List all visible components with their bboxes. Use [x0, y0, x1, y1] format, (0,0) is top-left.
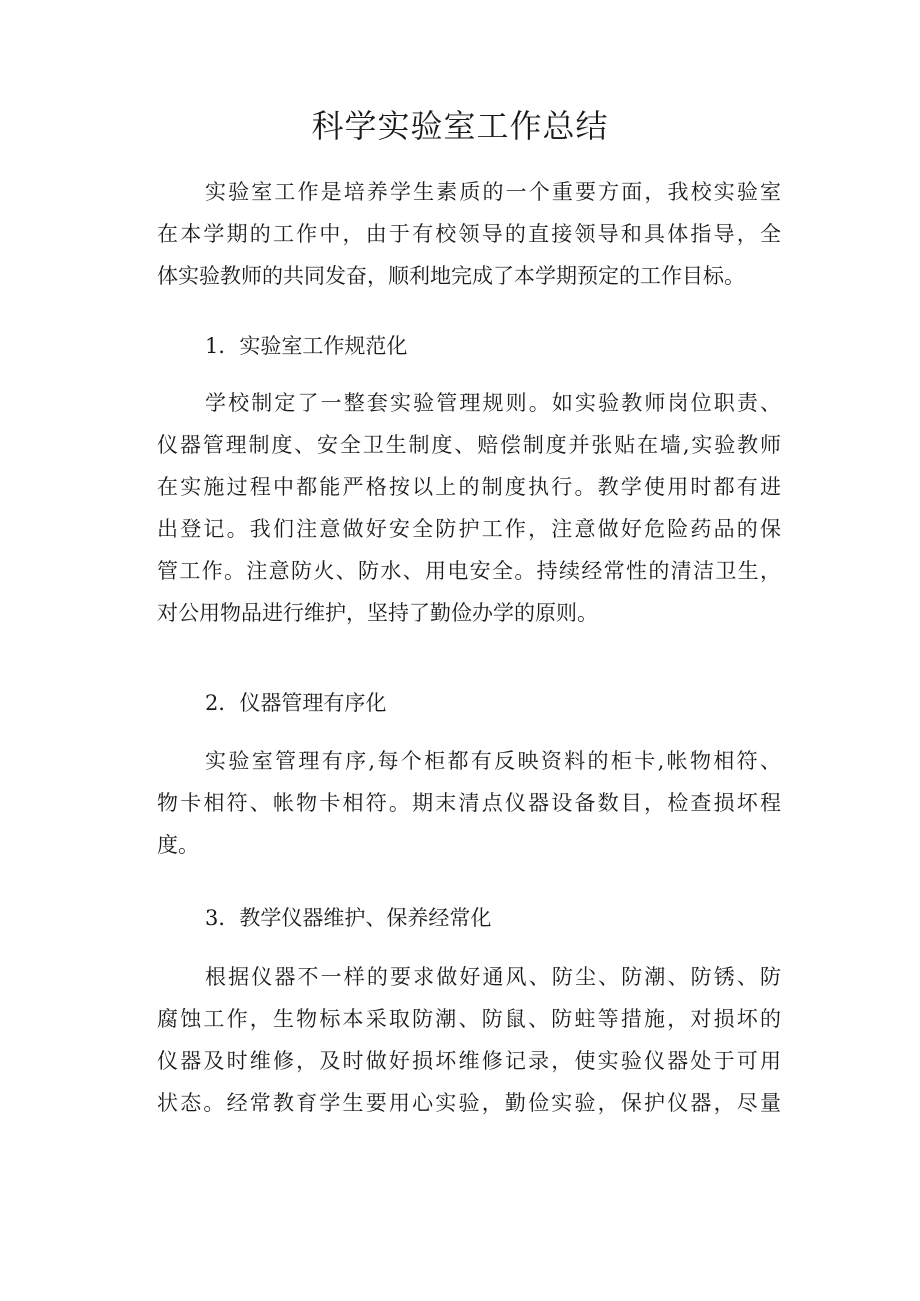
paragraph-line: 根据仪器不一样的要求做好通风、防尘、防潮、防锈、防: [205, 965, 781, 989]
paragraph-line: 仪器管理制度、安全卫生制度、赔偿制度并张贴在墙,实验教师: [157, 433, 781, 457]
paragraph-line: 体实验教师的共同发奋，顺利地完成了本学期预定的工作目标。: [157, 264, 745, 288]
section-heading-1: 1．实验室工作规范化: [205, 334, 408, 358]
paragraph-line: 在本学期的工作中，由于有校领导的直接领导和具体指导，全: [157, 222, 781, 246]
paragraph-line: 对公用物品进行维护，坚持了勤俭办学的原则。: [157, 601, 598, 625]
paragraph-line: 物卡相符、帐物卡相符。期末清点仪器设备数目，检查损坏程: [157, 791, 781, 815]
paragraph-line: 度。: [157, 833, 199, 857]
section-heading-3: 3．教学仪器维护、保养经常化: [205, 906, 492, 930]
section-3-paragraph: [157, 956, 781, 1124]
paragraph-line: 状态。经常教育学生要用心实验，勤俭实验，保护仪器，尽量: [157, 1091, 781, 1115]
page-title: 科学实验室工作总结: [311, 107, 609, 145]
paragraph-line: 腐蚀工作，生物标本采取防潮、防鼠、防蛀等措施，对损坏的: [157, 1007, 781, 1031]
paragraph-line: 实验室工作是培养学生素质的一个重要方面，我校实验室: [205, 180, 781, 204]
paragraph-line: 实验室管理有序,每个柜都有反映资料的柜卡,帐物相符、: [205, 749, 781, 773]
section-1-paragraph: [157, 382, 781, 634]
paragraph-line: 管工作。注意防火、防水、用电安全。持续经常性的清洁卫生，: [157, 559, 781, 583]
intro-paragraph: [157, 171, 781, 297]
paragraph-line: 仪器及时维修，及时做好损坏维修记录，使实验仪器处于可用: [157, 1049, 781, 1073]
paragraph-line: 在实施过程中都能严格按以上的制度执行。教学使用时都有进: [157, 475, 781, 499]
paragraph-line: 出登记。我们注意做好安全防护工作，注意做好危险药品的保: [157, 517, 781, 541]
section-heading-2: 2．仪器管理有序化: [205, 691, 387, 715]
section-2-paragraph: [157, 740, 781, 866]
paragraph-line: 学校制定了一整套实验管理规则。如实验教师岗位职责、: [205, 391, 781, 415]
